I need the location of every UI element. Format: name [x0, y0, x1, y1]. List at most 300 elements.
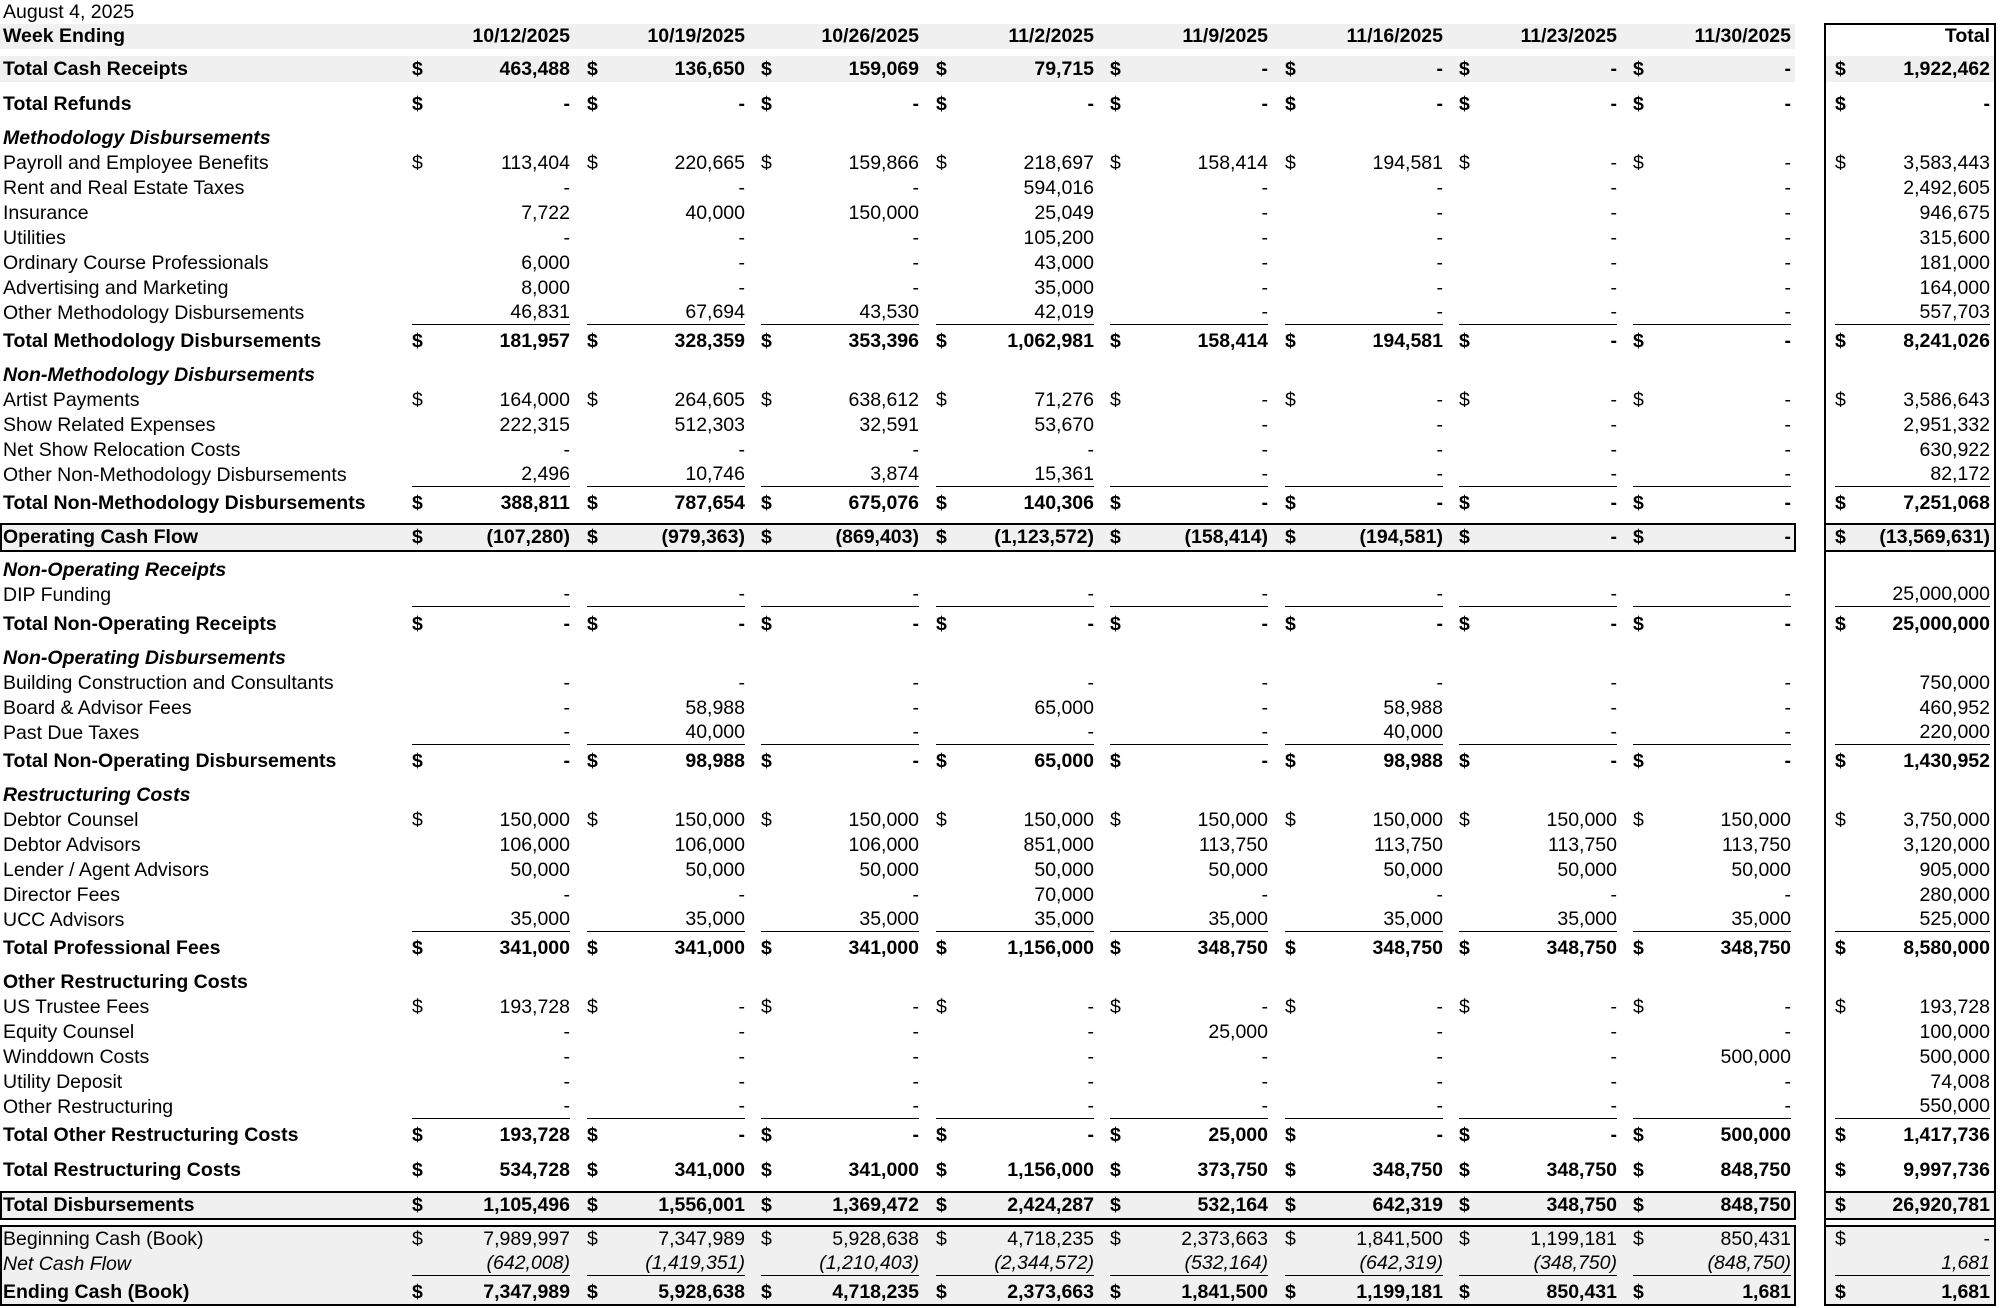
value-cell: -	[412, 1095, 570, 1119]
dollar-sign: $	[1110, 152, 1121, 174]
total-value-cell: 525,000	[1835, 908, 1990, 932]
dollar-sign: $	[587, 1281, 598, 1303]
dollar-sign: $	[761, 389, 772, 411]
value-cell: -	[1087, 1046, 1094, 1068]
equity-counsel-row	[0, 1020, 2000, 1045]
value-cell: -	[1784, 389, 1791, 411]
ucc-advisors-label: UCC Advisors	[3, 909, 125, 931]
lender-agent-advisors-label: Lender / Agent Advisors	[3, 859, 209, 881]
value-cell: -	[1436, 1046, 1443, 1068]
dollar-sign: $	[412, 1124, 423, 1146]
dollar-sign: $	[1110, 613, 1121, 635]
value-cell: 341,000	[848, 937, 919, 959]
utility-deposit-row	[0, 1070, 2000, 1095]
week-header: 11/2/2025	[1008, 25, 1094, 47]
dollar-sign: $	[1633, 809, 1644, 831]
dollar-sign: $	[587, 389, 598, 411]
value-cell: -	[1784, 414, 1791, 436]
total-column-box	[1824, 23, 1996, 1306]
total-value-cell: 557,703	[1835, 301, 1990, 325]
value-cell: -	[1261, 227, 1268, 249]
dollar-sign: $	[761, 93, 772, 115]
value-cell: -	[563, 177, 570, 199]
week-header: 11/16/2025	[1346, 25, 1443, 47]
dollar-sign: $	[1459, 58, 1470, 80]
total-dollar-sign: $	[1835, 613, 1846, 635]
total-professional-fees-label: Total Professional Fees	[3, 937, 221, 959]
value-cell: 348,750	[1546, 1194, 1617, 1216]
value-cell: 106,000	[499, 834, 570, 856]
value-cell: -	[1436, 1124, 1443, 1146]
dollar-sign: $	[1110, 58, 1121, 80]
value-cell: -	[912, 697, 919, 719]
value-cell: -	[1610, 613, 1617, 635]
total-value-cell: (13,569,631)	[1879, 526, 1990, 548]
artist-payments-label: Artist Payments	[3, 389, 140, 411]
value-cell: -	[412, 583, 570, 607]
dollar-sign: $	[1633, 1159, 1644, 1181]
value-cell: 2,496	[412, 463, 570, 487]
dollar-sign: $	[587, 1124, 598, 1146]
value-cell: (194,581)	[1359, 526, 1443, 548]
value-cell: 46,831	[412, 301, 570, 325]
dollar-sign: $	[761, 613, 772, 635]
section-non-operating-receipts-label: Non-Operating Receipts	[3, 559, 227, 581]
value-cell: -	[1436, 58, 1443, 80]
value-cell: -	[1087, 1021, 1094, 1043]
value-cell: -	[1436, 389, 1443, 411]
dollar-sign: $	[1633, 492, 1644, 514]
value-cell: -	[1784, 58, 1791, 80]
dollar-sign: $	[1285, 750, 1296, 772]
value-cell: -	[761, 1095, 919, 1119]
value-cell: -	[587, 583, 745, 607]
value-cell: 1,681	[1742, 1281, 1791, 1303]
value-cell: -	[936, 721, 1094, 745]
value-cell: 15,361	[936, 463, 1094, 487]
value-cell: -	[563, 613, 570, 635]
value-cell: -	[1261, 996, 1268, 1018]
value-cell: -	[563, 439, 570, 461]
value-cell: (158,414)	[1184, 526, 1268, 548]
value-cell: -	[1784, 526, 1791, 548]
dollar-sign: $	[1110, 526, 1121, 548]
value-cell: -	[1610, 330, 1617, 352]
value-cell: -	[1436, 177, 1443, 199]
value-cell: -	[1633, 721, 1791, 745]
winddown-costs-row	[0, 1045, 2000, 1070]
total-non-methodology-disbursements-row	[0, 491, 2000, 516]
dollar-sign: $	[1110, 809, 1121, 831]
other-non-methodology-disbursements-label: Other Non-Methodology Disbursements	[3, 464, 347, 486]
value-cell: 194,581	[1372, 330, 1443, 352]
value-cell: -	[1784, 884, 1791, 906]
value-cell: -	[1087, 93, 1094, 115]
dollar-sign: $	[1285, 1228, 1296, 1250]
value-cell: (869,403)	[835, 526, 919, 548]
section-non-operating-disbursements-label: Non-Operating Disbursements	[3, 647, 286, 669]
value-cell: (348,750)	[1459, 1252, 1617, 1276]
dollar-sign: $	[587, 1194, 598, 1216]
dollar-sign: $	[587, 937, 598, 959]
value-cell: 98,988	[1383, 750, 1443, 772]
value-cell: 2,373,663	[1007, 1281, 1094, 1303]
value-cell: -	[1087, 1124, 1094, 1146]
total-value-cell: -	[1983, 1228, 1990, 1250]
total-value-cell: 220,000	[1835, 721, 1990, 745]
net-cash-flow-label: Net Cash Flow	[3, 1253, 131, 1275]
show-related-expenses-label: Show Related Expenses	[3, 414, 216, 436]
value-cell: -	[1436, 439, 1443, 461]
dollar-sign: $	[761, 152, 772, 174]
value-cell: 113,750	[1721, 834, 1791, 856]
value-cell: -	[761, 583, 919, 607]
ucc-advisors-row	[0, 908, 2000, 933]
total-methodology-disbursements-label: Total Methodology Disbursements	[3, 330, 322, 352]
value-cell: (532,164)	[1110, 1252, 1268, 1276]
value-cell: -	[1261, 750, 1268, 772]
value-cell: 594,016	[1023, 177, 1094, 199]
dollar-sign: $	[1459, 93, 1470, 115]
dollar-sign: $	[412, 1228, 423, 1250]
total-non-operating-receipts-row	[0, 612, 2000, 637]
value-cell: 7,722	[521, 202, 570, 224]
value-cell: -	[936, 1095, 1094, 1119]
total-value-cell: 8,580,000	[1903, 937, 1990, 959]
value-cell: -	[1610, 750, 1617, 772]
dollar-sign: $	[1110, 937, 1121, 959]
value-cell: -	[1784, 1021, 1791, 1043]
value-cell: 67,694	[587, 301, 745, 325]
value-cell: 32,591	[859, 414, 919, 436]
value-cell: 2,373,663	[1181, 1228, 1268, 1250]
value-cell: 348,750	[1720, 937, 1791, 959]
value-cell: 150,000	[848, 202, 919, 224]
value-cell: 65,000	[1034, 750, 1094, 772]
building-construction-and-consultants-row	[0, 671, 2000, 696]
dollar-sign: $	[1459, 809, 1470, 831]
value-cell: -	[1436, 414, 1443, 436]
value-cell: -	[738, 996, 745, 1018]
value-cell: 50,000	[1731, 859, 1791, 881]
value-cell: -	[1436, 996, 1443, 1018]
total-dollar-sign: $	[1835, 937, 1846, 959]
dollar-sign: $	[936, 58, 947, 80]
total-dollar-sign: $	[1835, 152, 1846, 174]
total-value-cell: 74,008	[1930, 1071, 1990, 1093]
value-cell: (979,363)	[661, 526, 745, 548]
value-cell: 40,000	[587, 721, 745, 745]
value-cell: 159,866	[848, 152, 919, 174]
dollar-sign: $	[1285, 389, 1296, 411]
net-show-relocation-costs-label: Net Show Relocation Costs	[3, 439, 241, 461]
value-cell: -	[1261, 414, 1268, 436]
value-cell: -	[1784, 672, 1791, 694]
value-cell: 193,728	[499, 996, 570, 1018]
dollar-sign: $	[936, 152, 947, 174]
equity-counsel-label: Equity Counsel	[3, 1021, 135, 1043]
dollar-sign: $	[412, 750, 423, 772]
total-non-operating-receipts-label: Total Non-Operating Receipts	[3, 613, 277, 635]
value-cell: -	[1610, 492, 1617, 514]
total-value-cell: 1,430,952	[1903, 750, 1990, 772]
value-cell: (1,123,572)	[994, 526, 1094, 548]
dollar-sign: $	[1110, 1194, 1121, 1216]
value-cell: 220,665	[674, 152, 745, 174]
dollar-sign: $	[1110, 1228, 1121, 1250]
value-cell: -	[1784, 1071, 1791, 1093]
value-cell: 150,000	[1197, 809, 1268, 831]
value-cell: 218,697	[1023, 152, 1094, 174]
value-cell: 373,750	[1197, 1159, 1268, 1181]
dollar-sign: $	[761, 492, 772, 514]
value-cell: -	[912, 613, 919, 635]
value-cell: -	[912, 996, 919, 1018]
dollar-sign: $	[1459, 1228, 1470, 1250]
dollar-sign: $	[1633, 613, 1644, 635]
value-cell: 158,414	[1197, 330, 1268, 352]
total-disbursements-label: Total Disbursements	[3, 1194, 195, 1216]
value-cell: 348,750	[1546, 1159, 1617, 1181]
value-cell: 150,000	[674, 809, 745, 831]
value-cell: -	[1633, 583, 1791, 607]
value-cell: 35,000	[1110, 908, 1268, 932]
dollar-sign: $	[1633, 526, 1644, 548]
value-cell: 35,000	[936, 908, 1094, 932]
dollar-sign: $	[412, 152, 423, 174]
value-cell: -	[1784, 613, 1791, 635]
value-cell: -	[1610, 884, 1617, 906]
value-cell: 463,488	[499, 58, 570, 80]
value-cell: -	[738, 1124, 745, 1146]
section-methodology-disbursements-row	[0, 126, 2000, 151]
total-dollar-sign: $	[1835, 330, 1846, 352]
value-cell: -	[1261, 1046, 1268, 1068]
value-cell: 348,750	[1197, 937, 1268, 959]
value-cell: -	[1436, 1021, 1443, 1043]
dollar-sign: $	[761, 996, 772, 1018]
value-cell: 58,988	[685, 697, 745, 719]
value-cell: -	[1459, 463, 1617, 487]
dollar-sign: $	[1285, 937, 1296, 959]
dollar-sign: $	[761, 58, 772, 80]
value-cell: -	[1261, 1071, 1268, 1093]
value-cell: 851,000	[1023, 834, 1094, 856]
value-cell: -	[738, 1046, 745, 1068]
week-header: 10/19/2025	[647, 25, 745, 47]
total-value-cell: 2,492,605	[1903, 177, 1990, 199]
value-cell: -	[1261, 58, 1268, 80]
total-disbursements-row	[0, 1193, 2000, 1218]
value-cell: -	[563, 750, 570, 772]
section-restructuring-costs-row	[0, 783, 2000, 808]
total-dollar-sign: $	[1835, 1159, 1846, 1181]
value-cell: 159,069	[848, 58, 919, 80]
value-cell: (1,419,351)	[587, 1252, 745, 1276]
total-value-cell: 3,120,000	[1903, 834, 1990, 856]
total-cash-receipts-row	[0, 57, 2000, 82]
dollar-sign: $	[761, 1194, 772, 1216]
section-non-operating-disbursements-row	[0, 646, 2000, 671]
value-cell: 140,306	[1023, 492, 1094, 514]
total-value-cell: 460,952	[1919, 697, 1990, 719]
value-cell: 35,000	[587, 908, 745, 932]
value-cell: 5,928,638	[832, 1228, 919, 1250]
total-value-cell: 164,000	[1919, 277, 1990, 299]
value-cell: 388,811	[500, 492, 570, 514]
other-non-methodology-disbursements-row	[0, 463, 2000, 488]
value-cell: (848,750)	[1633, 1252, 1791, 1276]
total-value-cell: 1,922,462	[1903, 58, 1990, 80]
value-cell: 348,750	[1546, 937, 1617, 959]
value-cell: -	[761, 721, 919, 745]
dollar-sign: $	[1285, 330, 1296, 352]
dollar-sign: $	[936, 937, 947, 959]
other-methodology-disbursements-label: Other Methodology Disbursements	[3, 302, 305, 324]
value-cell: 348,750	[1372, 1159, 1443, 1181]
value-cell: -	[1087, 1071, 1094, 1093]
total-value-cell: 1,417,736	[1903, 1124, 1990, 1146]
value-cell: 25,000	[1208, 1021, 1268, 1043]
value-cell: -	[1633, 463, 1791, 487]
dollar-sign: $	[761, 1281, 772, 1303]
dollar-sign: $	[1633, 152, 1644, 174]
total-value-cell: -	[1983, 93, 1990, 115]
value-cell: -	[912, 439, 919, 461]
total-dollar-sign: $	[1835, 93, 1846, 115]
total-non-operating-disbursements-row	[0, 749, 2000, 774]
value-cell: -	[1784, 492, 1791, 514]
dollar-sign: $	[1459, 750, 1470, 772]
value-cell: -	[1436, 1071, 1443, 1093]
value-cell: 1,556,001	[658, 1194, 745, 1216]
value-cell: -	[1610, 227, 1617, 249]
value-cell: -	[1110, 583, 1268, 607]
value-cell: -	[738, 177, 745, 199]
value-cell: 50,000	[1383, 859, 1443, 881]
rent-and-real-estate-taxes-row	[0, 176, 2000, 201]
value-cell: 532,164	[1197, 1194, 1268, 1216]
dollar-sign: $	[1285, 1194, 1296, 1216]
value-cell: -	[738, 1071, 745, 1093]
insurance-label: Insurance	[3, 202, 89, 224]
dollar-sign: $	[761, 1124, 772, 1146]
dollar-sign: $	[1633, 58, 1644, 80]
total-value-cell: 100,000	[1919, 1021, 1990, 1043]
total-dollar-sign: $	[1835, 492, 1846, 514]
value-cell: -	[1087, 439, 1094, 461]
value-cell: -	[412, 721, 570, 745]
value-cell: -	[1610, 439, 1617, 461]
section-restructuring-costs-label: Restructuring Costs	[3, 784, 191, 806]
week-header: 11/30/2025	[1694, 25, 1791, 47]
director-fees-label: Director Fees	[3, 884, 121, 906]
value-cell: 158,414	[1197, 152, 1268, 174]
value-cell: -	[1610, 996, 1617, 1018]
value-cell: 98,988	[685, 750, 745, 772]
advertising-and-marketing-row	[0, 276, 2000, 301]
total-value-cell: 26,920,781	[1892, 1194, 1990, 1216]
dollar-sign: $	[1285, 58, 1296, 80]
value-cell: -	[912, 227, 919, 249]
dollar-sign: $	[936, 1159, 947, 1181]
dollar-sign: $	[936, 750, 947, 772]
header-row	[0, 24, 2000, 49]
value-cell: -	[1784, 202, 1791, 224]
dollar-sign: $	[412, 1281, 423, 1303]
dollar-sign: $	[761, 1159, 772, 1181]
value-cell: 2,424,287	[1007, 1194, 1094, 1216]
value-cell: -	[1610, 1021, 1617, 1043]
total-value-cell: 750,000	[1919, 672, 1990, 694]
total-dollar-sign: $	[1835, 1124, 1846, 1146]
value-cell: -	[1261, 884, 1268, 906]
show-related-expenses-row	[0, 413, 2000, 438]
utilities-row	[0, 226, 2000, 251]
value-cell: -	[1087, 672, 1094, 694]
total-value-cell: 500,000	[1919, 1046, 1990, 1068]
dollar-sign: $	[412, 1159, 423, 1181]
total-value-cell: 25,000,000	[1892, 613, 1990, 635]
dollar-sign: $	[761, 1228, 772, 1250]
value-cell: -	[1633, 301, 1791, 325]
value-cell: 43,000	[1034, 252, 1094, 274]
section-non-methodology-disbursements-label: Non-Methodology Disbursements	[3, 364, 316, 386]
week-ending-label: Week Ending	[3, 25, 126, 47]
value-cell: -	[912, 1124, 919, 1146]
board-and-advisor-fees-row	[0, 696, 2000, 721]
dollar-sign: $	[1459, 1281, 1470, 1303]
value-cell: 1,841,500	[1356, 1228, 1443, 1250]
dollar-sign: $	[412, 996, 423, 1018]
dollar-sign: $	[936, 809, 947, 831]
dollar-sign: $	[1110, 1124, 1121, 1146]
value-cell: 850,431	[1546, 1281, 1617, 1303]
value-cell: (107,280)	[486, 526, 570, 548]
value-cell: 500,000	[1720, 1046, 1791, 1068]
value-cell: -	[1610, 58, 1617, 80]
value-cell: 106,000	[848, 834, 919, 856]
value-cell: -	[1087, 613, 1094, 635]
total-value-cell: 1,681	[1835, 1252, 1990, 1276]
dollar-sign: $	[936, 1194, 947, 1216]
advertising-and-marketing-label: Advertising and Marketing	[3, 277, 229, 299]
other-restructuring-label: Other Restructuring	[3, 1096, 174, 1118]
value-cell: -	[1110, 1095, 1268, 1119]
dollar-sign: $	[1285, 526, 1296, 548]
value-cell: 194,581	[1372, 152, 1443, 174]
value-cell: 113,750	[1198, 834, 1268, 856]
value-cell: -	[1261, 492, 1268, 514]
week-header: 10/12/2025	[472, 25, 570, 47]
value-cell: 25,000	[1208, 1124, 1268, 1146]
value-cell: -	[1261, 202, 1268, 224]
dollar-sign: $	[587, 750, 598, 772]
value-cell: 40,000	[1285, 721, 1443, 745]
dollar-sign: $	[1285, 152, 1296, 174]
value-cell: -	[1610, 672, 1617, 694]
value-cell: 150,000	[1546, 809, 1617, 831]
total-restructuring-costs-label: Total Restructuring Costs	[3, 1159, 241, 1181]
operating-cash-flow-label: Operating Cash Flow	[3, 526, 199, 548]
dollar-sign: $	[587, 93, 598, 115]
dollar-sign: $	[1633, 330, 1644, 352]
value-cell: -	[1261, 93, 1268, 115]
value-cell: -	[1610, 389, 1617, 411]
dollar-sign: $	[412, 389, 423, 411]
dollar-sign: $	[1459, 152, 1470, 174]
dollar-sign: $	[1110, 93, 1121, 115]
